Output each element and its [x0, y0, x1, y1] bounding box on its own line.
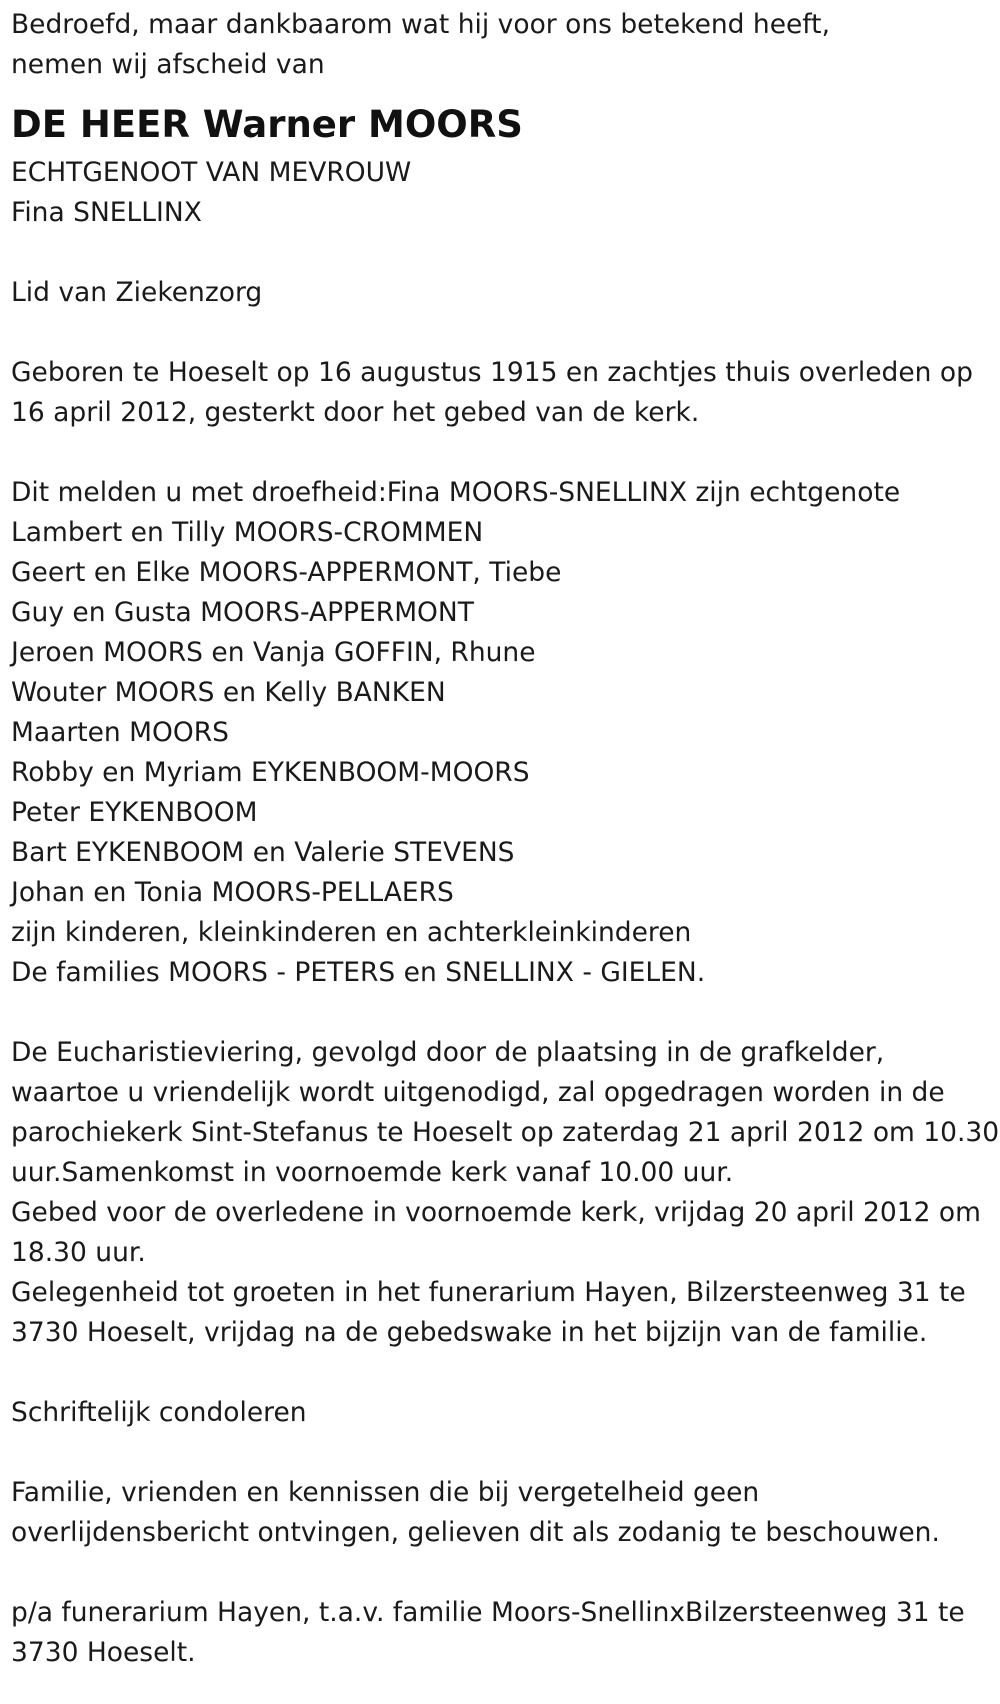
spouse-line: ECHTGENOOT VAN MEVROUW: [11, 157, 412, 188]
family-line: Geert en Elke MOORS-APPERMONT, Tiebe: [11, 557, 562, 588]
condolence-text: Schriftelijk condoleren: [11, 1397, 307, 1428]
address-line: p/a funerarium Hayen, t.a.v. familie Moors-SnellinxBilzersteenweg 31 te: [11, 1597, 965, 1628]
family-line: Bart EYKENBOOM en Valerie STEVENS: [11, 837, 515, 868]
address-line: 3730 Hoeselt.: [11, 1637, 196, 1668]
intro-line: nemen wij afscheid van: [11, 49, 325, 80]
intro-block: [11, 5, 1000, 85]
ceremony-line: Gebed voor de overledene in voornoemde kerk, vrijdag 20 april 2012 om: [11, 1197, 981, 1228]
spacer: [11, 993, 1000, 1033]
deceased-name-heading: DE HEER Warner MOORS: [11, 103, 523, 146]
notice-line: overlijdensbericht ontvingen, gelieven dit als zodanig te beschouwen.: [11, 1517, 940, 1548]
ceremony-line: De Eucharistieviering, gevolgd door de plaatsing in de grafkelder,: [11, 1037, 885, 1068]
family-line: Jeroen MOORS en Vanja GOFFIN, Rhune: [11, 637, 536, 668]
family-line: Dit melden u met droefheid:Fina MOORS-SNELLINX zijn echtgenote: [11, 477, 901, 508]
family-line: Lambert en Tilly MOORS-CROMMEN: [11, 517, 484, 548]
spacer: [11, 313, 1000, 353]
spacer: [11, 1553, 1000, 1593]
family-line: Robby en Myriam EYKENBOOM-MOORS: [11, 757, 530, 788]
ceremony-line: 18.30 uur.: [11, 1237, 146, 1268]
family-line: Johan en Tonia MOORS-PELLAERS: [11, 877, 454, 908]
family-line: Guy en Gusta MOORS-APPERMONT: [11, 597, 474, 628]
spacer: [11, 433, 1000, 473]
ceremony-block: [11, 1033, 1000, 1353]
family-line: zijn kinderen, kleinkinderen en achterkleinkinderen: [11, 917, 692, 948]
intro-line: Bedroefd, maar dankbaarom wat hij voor ons betekend heeft,: [11, 9, 830, 40]
membership-text: Lid van Ziekenzorg: [11, 277, 263, 308]
ceremony-line: uur.Samenkomst in voornoemde kerk vanaf 10.00 uur.: [11, 1157, 734, 1188]
spouse-line: Fina SNELLINX: [11, 197, 202, 228]
family-line: Wouter MOORS en Kelly BANKEN: [11, 677, 446, 708]
birth-death-line: 16 april 2012, gesterkt door het gebed van de kerk.: [11, 397, 700, 428]
address-block: [11, 1593, 1000, 1673]
family-line: Peter EYKENBOOM: [11, 797, 258, 828]
spacer: [11, 233, 1000, 273]
spouse-block: [11, 153, 1000, 233]
ceremony-line: 3730 Hoeselt, vrijdag na de gebedswake in het bijzijn van de familie.: [11, 1317, 928, 1348]
family-line: De families MOORS - PETERS en SNELLINX - GIELEN.: [11, 957, 706, 988]
spacer: [11, 1433, 1000, 1473]
ceremony-line: Gelegenheid tot groeten in het funerarium Hayen, Bilzersteenweg 31 te: [11, 1277, 966, 1308]
notice-line: Familie, vrienden en kennissen die bij vergetelheid geen: [11, 1477, 760, 1508]
birth-death-block: [11, 353, 1000, 433]
family-list: [11, 473, 1000, 993]
ceremony-line: parochiekerk Sint-Stefanus te Hoeselt op zaterdag 21 april 2012 om 10.30: [11, 1117, 1000, 1148]
ceremony-line: waartoe u vriendelijk wordt uitgenodigd, zal opgedragen worden in de: [11, 1077, 945, 1108]
birth-death-line: Geboren te Hoeselt op 16 augustus 1915 en zachtjes thuis overleden op: [11, 357, 973, 388]
family-line: Maarten MOORS: [11, 717, 229, 748]
notice-block: [11, 1473, 1000, 1553]
spacer: [11, 1353, 1000, 1393]
